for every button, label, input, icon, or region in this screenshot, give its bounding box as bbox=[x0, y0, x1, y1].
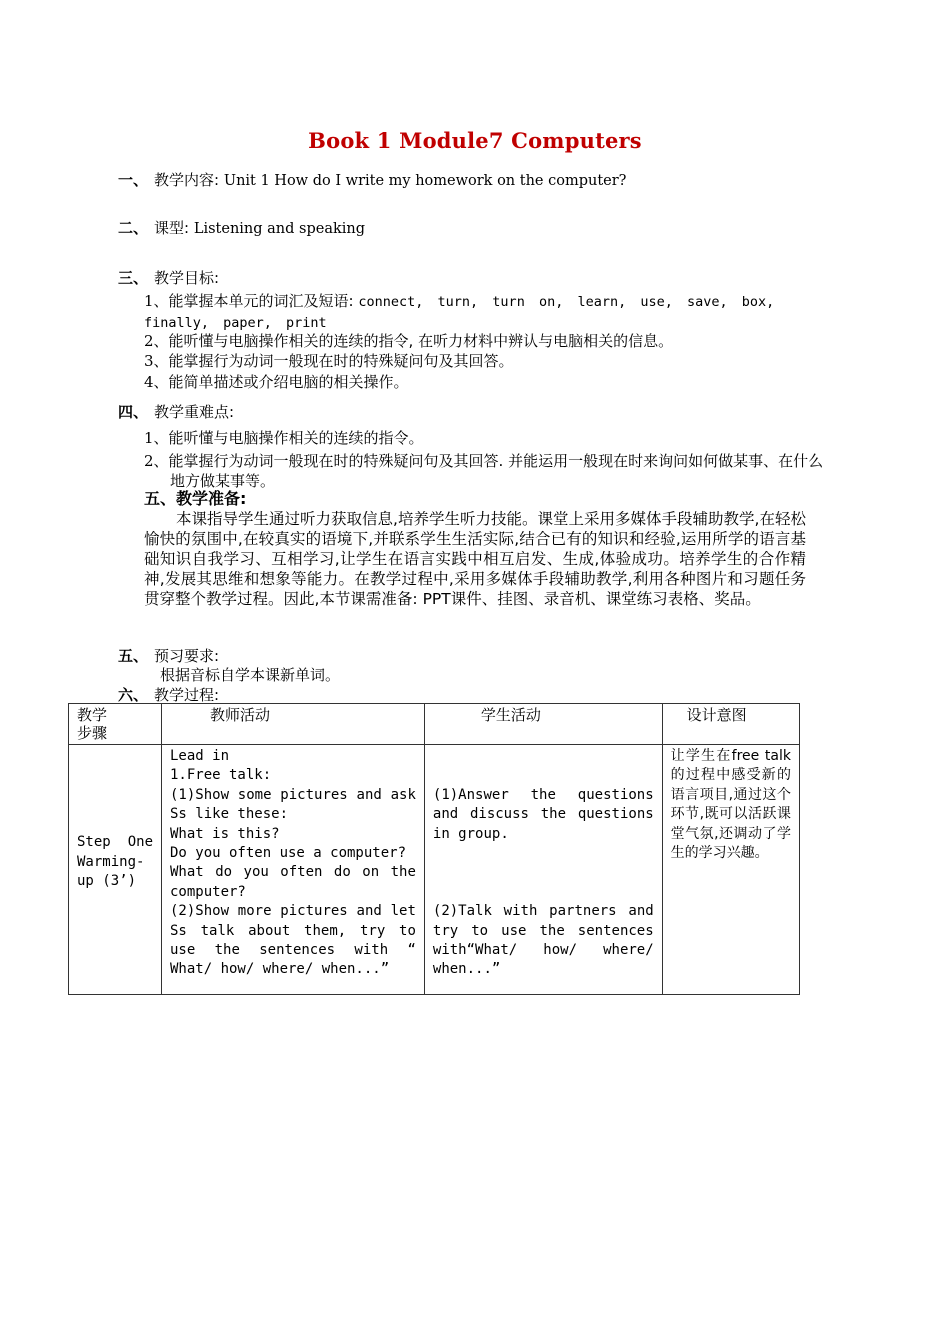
key-point-item-1 bbox=[144, 428, 424, 448]
section-value: Unit 1 How do I write my homework on the computer? bbox=[223, 173, 627, 189]
step-text: Step One Warming-up (3’) bbox=[77, 834, 153, 890]
section-number: 六、 bbox=[118, 686, 149, 704]
objective-item-4 bbox=[144, 372, 409, 392]
section-preview bbox=[118, 646, 219, 666]
item-number: 3、 bbox=[144, 352, 169, 370]
item-text: 能掌握本单元的词汇及短语: bbox=[168, 292, 354, 310]
item-number: 2、 bbox=[144, 332, 169, 350]
section-label: 预习要求: bbox=[154, 647, 220, 665]
teacher-line: Do you often use a computer? bbox=[170, 845, 407, 862]
section-label: 教学准备: bbox=[176, 489, 247, 508]
item-text: 能掌握行为动词一般现在时的特殊疑问句及其回答。 bbox=[168, 352, 514, 370]
teaching-process-table bbox=[68, 703, 800, 995]
section-number: 二、 bbox=[118, 219, 149, 237]
section-number: 一、 bbox=[118, 171, 149, 189]
item-text: 能听懂与电脑操作相关的连续的指令, 在听力材料中辨认与电脑相关的信息。 bbox=[168, 332, 674, 350]
preparation-paragraph: 本课指导学生通过听力获取信息,培养学生听力技能。课堂上采用多媒体手段辅助教学,在轻松愉快的氛围中,在较真实的语境下,并联系学生生活实际,结合已有的知识和经验,运用所学的语言基础知识自我学习、互相学习,让学生在语言实践中相互启发、生成,体验成功。培养学生的合作精神,发展其思维和想象等能力。在教学过程中,采用多媒体手段辅助教学,利用各种图片和习题任务贯穿整个教学过程。因此,本节课需准备: PPT课件、挂图、录音机、课堂练习表格、奖品。 bbox=[144, 510, 806, 608]
section-label: 教学过程: bbox=[154, 686, 220, 704]
section-number: 五、 bbox=[118, 647, 149, 665]
header-student: 学生活动 bbox=[424, 704, 662, 745]
section-label: 教学重难点: bbox=[154, 403, 235, 421]
teacher-line: Lead in bbox=[170, 748, 230, 764]
preview-requirement: 根据音标自学本课新单词。 bbox=[160, 666, 341, 684]
section-number: 五、 bbox=[144, 489, 177, 508]
section-objectives bbox=[118, 268, 219, 288]
section-key-points bbox=[118, 402, 234, 422]
section-preparation bbox=[144, 489, 246, 509]
teacher-line: (1)Show some pictures and ask Ss like these: bbox=[170, 786, 416, 823]
item-number: 2、 bbox=[144, 452, 169, 470]
teacher-line: What is this? bbox=[170, 825, 280, 842]
design-intent-cell: 让学生在free talk的过程中感受新的语言项目,通过这个环节,既可以活跃课堂气氛,还调动了学生的学习兴趣。 bbox=[662, 745, 799, 995]
objective-item-3 bbox=[144, 351, 514, 371]
table-row bbox=[69, 745, 800, 995]
header-text: 教学步骤 bbox=[77, 706, 108, 742]
header-intent: 设计意图 bbox=[662, 704, 799, 745]
section-value: Listening and speaking bbox=[193, 221, 366, 237]
document-title: Book 1 Module7 Computers bbox=[308, 128, 642, 153]
section-label: 教学目标: bbox=[154, 269, 220, 287]
step-cell bbox=[69, 745, 162, 995]
item-vocabulary: connect, turn, turn on, learn, use, save, box, finally, paper, print bbox=[144, 294, 775, 331]
section-label: 课型: bbox=[154, 219, 190, 237]
item-text: 能简单描述或介绍电脑的相关操作。 bbox=[168, 373, 409, 391]
teacher-line: 1.Free talk: bbox=[170, 767, 272, 784]
header-step bbox=[69, 704, 162, 745]
item-text: 能听懂与电脑操作相关的连续的指令。 bbox=[168, 429, 424, 447]
section-process bbox=[118, 685, 219, 705]
student-line: (2)Talk with partners and try to use the sentences with“What/ how/ where/ when...” bbox=[432, 903, 654, 978]
student-line: (1)Answer the questions and discuss the questions in group. bbox=[432, 787, 654, 842]
key-point-item-2 bbox=[144, 451, 834, 491]
teacher-activity-cell bbox=[162, 745, 425, 995]
section-label: 教学内容: bbox=[154, 171, 220, 189]
section-lesson-type bbox=[118, 218, 365, 239]
student-activity-cell bbox=[424, 745, 662, 995]
teacher-line: (2)Show more pictures and let Ss talk about them, try to use the sentences with “ What/ how/ where/ when...” bbox=[170, 903, 416, 978]
section-content bbox=[118, 170, 626, 191]
objective-item-1 bbox=[144, 291, 806, 333]
teacher-line: What do you often do on the computer? bbox=[170, 864, 416, 900]
item-text: 能掌握行为动词一般现在时的特殊疑问句及其回答. 并能运用一般现在时来询问如何做某事、在什么地方做某事等。 bbox=[168, 452, 824, 490]
section-number: 三、 bbox=[118, 269, 149, 287]
table-header-row bbox=[69, 704, 800, 745]
section-number: 四、 bbox=[118, 403, 149, 421]
header-teacher: 教师活动 bbox=[162, 704, 425, 745]
item-number: 1、 bbox=[144, 429, 169, 447]
objective-item-2 bbox=[144, 331, 673, 351]
item-number: 4、 bbox=[144, 373, 169, 391]
item-number: 1、 bbox=[144, 292, 169, 310]
